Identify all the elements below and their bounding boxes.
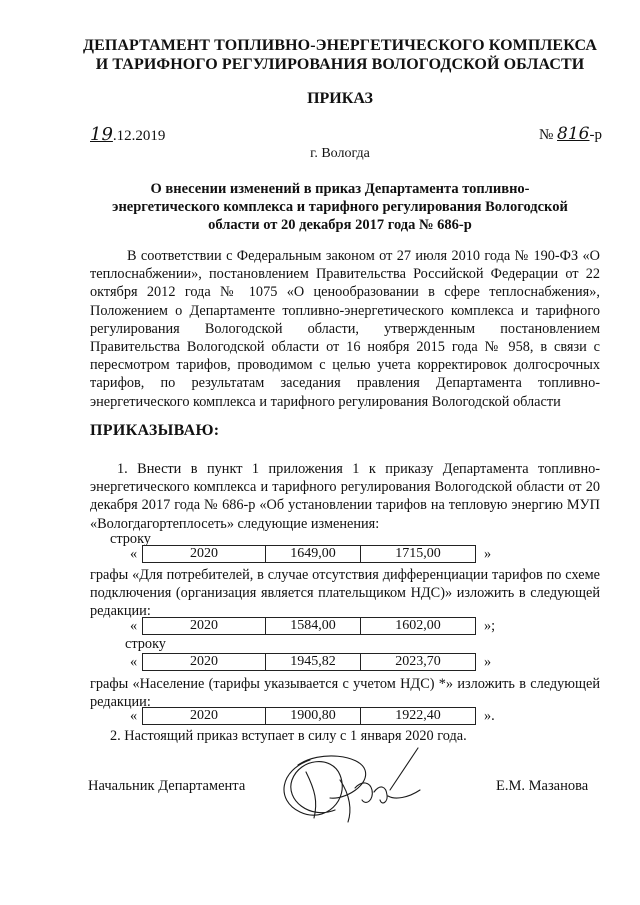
tariff-cell-second: 1602,00: [361, 618, 476, 635]
order-title: ПРИКАЗ: [307, 90, 373, 107]
decree-word: ПРИКАЗЫВАЮ:: [90, 422, 220, 439]
tariff-cell-year: 2020: [143, 546, 266, 563]
row-label-1: строку: [110, 531, 151, 547]
order-date: [90, 124, 165, 145]
row-label-2: строку: [125, 636, 166, 652]
tariff-cell-first: 1945,82: [266, 654, 361, 671]
header-line-1: ДЕПАРТАМЕНТ ТОПЛИВНО-ЭНЕРГЕТИЧЕСКОГО КОМПЛЕКСА: [82, 37, 598, 54]
number-suffix: -р: [589, 127, 602, 143]
department-header: [60, 36, 620, 74]
order-subject: [110, 180, 570, 234]
subject-line-2: энергетического комплекса и тарифного регулирования Вологодской: [112, 199, 568, 215]
tariff-cell-second: 1715,00: [361, 546, 476, 563]
tariff-row-4: « 2020 1900,80 1922,40 ».: [130, 707, 495, 724]
signatory-name: Е.М. Мазанова: [496, 778, 589, 794]
tariff-cell-second: 1922,40: [361, 708, 476, 725]
number-handwritten: 816: [557, 124, 590, 144]
tariff-cell-first: 1900,80: [266, 708, 361, 725]
subject-line-1: О внесении изменений в приказ Департамента топливно-: [150, 181, 530, 197]
tariff-row-2: « 2020 1584,00 1602,00 »;: [130, 617, 496, 634]
tariff-cell-year: 2020: [143, 618, 266, 635]
graph-1-paragraph: графы «Для потребителей, в случае отсутствия дифференциации тарифов по схеме подключения (организация является плательщиком НДС)» изложить в следующей редакции:: [90, 567, 600, 620]
number-prefix: №: [538, 127, 558, 143]
date-day-handwritten: 19: [90, 124, 113, 145]
item-2-paragraph: 2. Настоящий приказ вступает в силу с 1 января 2020 года.: [110, 728, 467, 744]
header-line-2: И ТАРИФНОГО РЕГУЛИРОВАНИЯ ВОЛОГОДСКОЙ ОБЛАСТИ: [95, 56, 585, 73]
tariff-cell-year: 2020: [143, 654, 266, 671]
tariff-cell-first: 1649,00: [266, 546, 361, 563]
signatory-title: Начальник Департамента: [88, 778, 246, 794]
tariff-cell-first: 1584,00: [266, 618, 361, 635]
graph-2-paragraph: графы «Население (тарифы указывается с учетом НДС) *» изложить в следующей редакции:: [90, 676, 600, 711]
handwritten-signature: [270, 740, 430, 830]
city: г. Вологда: [310, 146, 370, 161]
order-number: [539, 124, 602, 144]
date-rest: .12.2019: [112, 128, 166, 144]
tariff-row-3: « 2020 1945,82 2023,70 »: [130, 653, 492, 670]
preamble-paragraph: В соответствии с Федеральным законом от 27 июля 2010 года № 190-ФЗ «О теплоснабжении», постановлением Правительства Российской Федерации от 22 октября 2012 года № 1075 «О ценообразовании в сфере теплоснабжения», Положением о Департаменте топливно-энергетического комплекса и тарифного регулирования Вологодской области, утвержденным постановлением Правительства Вологодской области от 16 ноября 2015 года № 958, в связи с пересмотром тарифов, проводимом с целью учета корректировок долгосрочных тарифов, по результатам заседания правления Департамента топливно-энергетического комплекса и тарифного регулирования Вологодской области: [90, 248, 600, 410]
tariff-row-1: « 2020 1649,00 1715,00 »: [130, 545, 492, 562]
subject-line-3: области от 20 декабря 2017 года № 686-р: [208, 217, 472, 233]
tariff-cell-second: 2023,70: [361, 654, 476, 671]
item-1-paragraph: 1. Внести в пункт 1 приложения 1 к приказу Департамента топливно-энергетического комплекса и тарифного регулирования Вологодской области от 20 декабря 2017 года № 686-р «Об установлении тарифов на тепловую энергию МУП «Вологдагортеплосеть» следующие изменения:: [90, 461, 600, 532]
tariff-cell-year: 2020: [143, 708, 266, 725]
